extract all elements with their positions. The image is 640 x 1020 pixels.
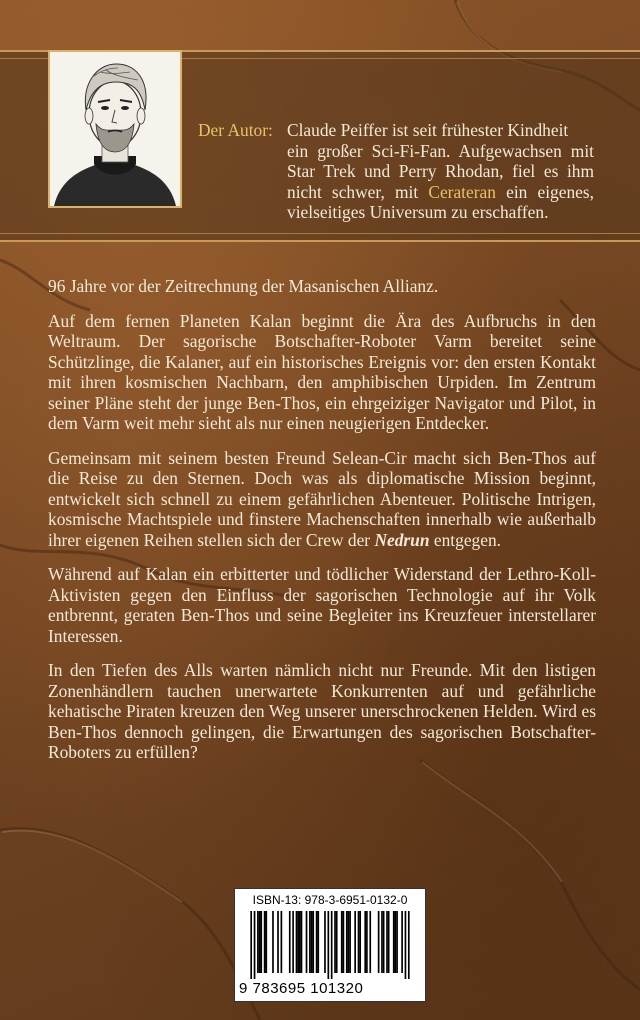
barcode-bar (359, 911, 361, 973)
barcode-bar (348, 911, 350, 973)
author-portrait (48, 50, 182, 208)
isbn-label: ISBN-13: 978-3-6951-0132-0 (252, 893, 408, 907)
barcode-bar (366, 911, 368, 973)
ean-digits: 9 783695 101320 (239, 980, 364, 997)
barcode-bar (277, 911, 279, 973)
ship-name: Nedrun (374, 529, 430, 550)
blurb-paragraph-2-after: entgegen. (429, 529, 501, 550)
barcode-bar (254, 911, 256, 979)
blurb-paragraph-4: In den Tiefen des Alls warten nämlich nicht nur Freunde. Mit den listigen Zonenhändlern tauchen unerwartete Konkurrenten auf und gefährliche kehatische Piraten kreuzen den Weg unserer unerschrockenen Helden. Wird es Ben-Thos dennoch gelingen, die Erwartungen des sagorischen Botschafter-Roboters zu erfüllen? (48, 660, 596, 762)
barcode-bar (281, 911, 283, 973)
barcode-bar (257, 911, 259, 973)
barcode-bar (383, 911, 385, 973)
blurb-paragraph-1: Auf dem fernen Planeten Kalan beginnt die Ära des Aufbruchs in den Weltraum. Der sagorische Botschafter-Roboter Varm bereitet seine Schützlinge, die Kalaner, auf ein historisches Ereignis vor: den ersten Kontakt mit ihren kosmischen Nachbarn, den amphibischen Urpiden. Im Zentrum seiner Pläne steht der junge Ben-Thos, ein ehrgeiziger Navigator und Pilot, in dem Varm weit mehr sieht als nur einen neugierigen Entdecker. (48, 310, 596, 433)
barcode-bar (401, 911, 403, 973)
author-bio-text-after: ein eigenes, vielseitiges Universum zu erschaffen. (287, 181, 594, 222)
barcode-box (234, 888, 426, 1002)
barcode-bar (324, 911, 326, 973)
blurb-paragraph-2-before: Gemeinsam mit seinem besten Freund Selean-Cir macht sich Ben-Thos auf die Reise zu den Sternen. Doch was als diplomatische Mission beginnt, entwickelt sich schnell zu einem gefährlichen Abenteuer. Politische Intrigen, kosmische Machtspiele und finstere Machenschaften innerhalb wie außerhalb ihrer eigenen Reihen stellen sich der Crew der (48, 447, 596, 550)
barcode-bar (260, 911, 262, 973)
barcode-bar (381, 911, 383, 973)
barcode-bar (327, 911, 329, 979)
barcode-bar (296, 911, 298, 973)
barcode-bar (336, 911, 338, 973)
author-bio-line1: Claude Peiffer ist seit frühester Kindheit (287, 120, 569, 140)
barcode-bar (311, 911, 313, 973)
barcode-bar (395, 911, 397, 973)
barcode-bar (331, 911, 333, 979)
barcode-bar (259, 911, 261, 973)
barcode-bar (388, 911, 390, 973)
barcode-bar (396, 911, 398, 973)
blurb-paragraph-2 (48, 448, 596, 551)
author-sketch-image (50, 52, 180, 206)
blurb-intro: 96 Jahre vor der Zeitrechnung der Masanischen Allianz. (48, 276, 439, 296)
barcode-bar (393, 911, 395, 973)
universe-name-highlight: Cerateran (428, 181, 496, 202)
barcode-bar (341, 911, 343, 973)
author-label: Der Autor: (198, 120, 273, 140)
barcode-icon (247, 911, 413, 979)
barcode-bar (265, 911, 267, 973)
barcode-bar (369, 911, 371, 973)
band-inner-line-bottom (0, 233, 640, 234)
barcode-bar (317, 911, 319, 973)
barcode-bar (349, 911, 351, 973)
barcode-bar (408, 911, 410, 979)
barcode-bar (346, 911, 348, 973)
barcode-bar (343, 911, 345, 973)
blurb-paragraph-3: Während auf Kalan ein erbitterter und tödlicher Widerstand der Lethro-Koll-Aktivisten gegen den Einfluss der sagorischen Technologie auf ihr Volk entbrennt, geraten Ben-Thos und seine Begleiter ins Kreuzfeuer interstellarer Interessen. (48, 564, 596, 646)
barcode-bar (297, 911, 299, 973)
barcode-bar (354, 911, 356, 973)
barcode-bar (364, 911, 366, 973)
barcode-bar (309, 911, 311, 973)
author-bio (198, 120, 594, 223)
barcode-bar (386, 911, 388, 973)
barcode-bar (306, 911, 308, 973)
book-blurb (48, 276, 596, 777)
barcode-bar (299, 911, 301, 973)
barcode-bar (272, 911, 274, 973)
barcode-bar (334, 911, 336, 973)
author-bio-rest (198, 141, 594, 223)
barcode-bar (378, 911, 380, 973)
barcode-bar (289, 911, 291, 973)
barcode-bar (316, 911, 318, 973)
barcode-bar (301, 911, 303, 973)
barcode-bar (405, 911, 407, 979)
barcode-bar (358, 911, 360, 973)
barcode-bar (292, 911, 294, 973)
barcode-bar (312, 911, 314, 973)
barcode-bar (264, 911, 266, 973)
author-bio-text-before: ein großer Sci-Fi-Fan. Aufgewachsen mit Star Trek und Perry Rhodan, fiel es ihm nicht schwer, mit (287, 140, 594, 202)
barcode-bar (250, 911, 252, 979)
